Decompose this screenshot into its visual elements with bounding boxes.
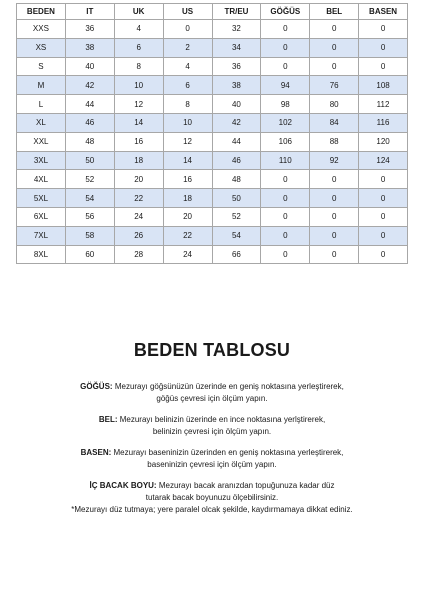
table-cell: 58 xyxy=(65,226,114,245)
table-cell: 0 xyxy=(310,245,359,264)
table-cell: 7XL xyxy=(17,226,66,245)
table-cell: 16 xyxy=(163,170,212,189)
table-cell: 6XL xyxy=(17,207,66,226)
table-cell: 56 xyxy=(65,207,114,226)
table-cell: 26 xyxy=(114,226,163,245)
table-cell: 42 xyxy=(65,76,114,95)
table-cell: 44 xyxy=(212,132,261,151)
table-cell: XL xyxy=(17,113,66,132)
table-cell: 8 xyxy=(114,57,163,76)
table-row xyxy=(17,57,408,76)
table-cell: 0 xyxy=(359,57,408,76)
table-cell: 22 xyxy=(163,226,212,245)
table-row xyxy=(17,95,408,114)
table-cell: 10 xyxy=(114,76,163,95)
table-cell: 76 xyxy=(310,76,359,95)
ic-bacak-label: İÇ BACAK BOYU: xyxy=(89,481,157,490)
gogus-label: GÖĞÜS: xyxy=(80,382,113,391)
guide-title: BEDEN TABLOSU xyxy=(133,340,291,360)
table-cell: 5XL xyxy=(17,189,66,208)
table-cell: 0 xyxy=(310,38,359,57)
table-cell: 4 xyxy=(114,20,163,39)
table-cell: 0 xyxy=(261,189,310,208)
gogus-line-1 xyxy=(0,381,424,393)
table-cell: 6 xyxy=(163,76,212,95)
table-cell: 0 xyxy=(359,170,408,189)
table-cell: 10 xyxy=(163,113,212,132)
table-cell: 48 xyxy=(65,132,114,151)
ic-bacak-line-1 xyxy=(0,480,424,492)
table-cell: 0 xyxy=(359,20,408,39)
table-row xyxy=(17,38,408,57)
table-cell: 0 xyxy=(359,207,408,226)
table-row xyxy=(17,76,408,95)
gogus-text-1: Mezurayı göğsünüzün üzerinde en geniş noktasına yerleştirerek, xyxy=(114,382,344,391)
table-cell: 4 xyxy=(163,57,212,76)
table-cell: 32 xyxy=(212,20,261,39)
table-cell: 24 xyxy=(114,207,163,226)
bel-text-2: belinizin çevresi için ölçüm yapın. xyxy=(152,427,272,436)
table-cell: 50 xyxy=(212,189,261,208)
table-cell: 24 xyxy=(163,245,212,264)
table-cell: 16 xyxy=(114,132,163,151)
table-row xyxy=(17,170,408,189)
table-cell: M xyxy=(17,76,66,95)
table-cell: 92 xyxy=(310,151,359,170)
table-cell: 0 xyxy=(163,20,212,39)
table-cell: 0 xyxy=(310,226,359,245)
table-row xyxy=(17,207,408,226)
table-cell: 66 xyxy=(212,245,261,264)
table-cell: 0 xyxy=(261,38,310,57)
column-header: US xyxy=(163,4,212,20)
measurement-note: *Mezurayı düz tutmaya; yere paralel olcak şekilde, kaydırmamaya dikkat ediniz. xyxy=(71,505,353,514)
table-cell: 52 xyxy=(65,170,114,189)
table-cell: 0 xyxy=(261,170,310,189)
table-cell: 0 xyxy=(359,38,408,57)
bel-label: BEL: xyxy=(98,415,118,424)
table-cell: 0 xyxy=(359,189,408,208)
table-cell: 50 xyxy=(65,151,114,170)
table-cell: 2 xyxy=(163,38,212,57)
table-row xyxy=(17,151,408,170)
table-cell: 36 xyxy=(65,20,114,39)
table-cell: 0 xyxy=(310,20,359,39)
table-cell: 0 xyxy=(261,207,310,226)
table-cell: 0 xyxy=(261,245,310,264)
table-cell: 80 xyxy=(310,95,359,114)
table-cell: 20 xyxy=(114,170,163,189)
table-cell: 124 xyxy=(359,151,408,170)
ic-bacak-text-2: tutarak bacak boyunuzu ölçebilirsiniz. xyxy=(145,493,279,502)
table-cell: 8 xyxy=(163,95,212,114)
column-header: BEDEN xyxy=(17,4,66,20)
table-cell: 0 xyxy=(261,226,310,245)
table-cell: 8XL xyxy=(17,245,66,264)
column-header: BASEN xyxy=(359,4,408,20)
table-cell: 36 xyxy=(212,57,261,76)
table-cell: 52 xyxy=(212,207,261,226)
table-cell: 112 xyxy=(359,95,408,114)
table-cell: 106 xyxy=(261,132,310,151)
table-row xyxy=(17,245,408,264)
measurement-guide xyxy=(0,338,424,516)
table-row xyxy=(17,20,408,39)
table-row xyxy=(17,132,408,151)
table-cell: 0 xyxy=(310,170,359,189)
table-cell: 0 xyxy=(310,189,359,208)
bel-line-1 xyxy=(0,414,424,426)
table-cell: 0 xyxy=(310,207,359,226)
table-cell: 38 xyxy=(65,38,114,57)
table-cell: 88 xyxy=(310,132,359,151)
table-cell: 3XL xyxy=(17,151,66,170)
table-cell: 40 xyxy=(65,57,114,76)
column-header: BEL xyxy=(310,4,359,20)
table-cell: XXS xyxy=(17,20,66,39)
table-cell: 18 xyxy=(114,151,163,170)
column-header: UK xyxy=(114,4,163,20)
column-header: IT xyxy=(65,4,114,20)
table-cell: 48 xyxy=(212,170,261,189)
bel-instruction xyxy=(0,414,424,438)
table-cell: 28 xyxy=(114,245,163,264)
table-row xyxy=(17,189,408,208)
table-cell: 14 xyxy=(114,113,163,132)
table-cell: 54 xyxy=(65,189,114,208)
table-cell: 116 xyxy=(359,113,408,132)
table-cell: XS xyxy=(17,38,66,57)
column-header: TR/EU xyxy=(212,4,261,20)
table-cell: 84 xyxy=(310,113,359,132)
table-cell: L xyxy=(17,95,66,114)
table-body xyxy=(17,20,408,264)
table-cell: XXL xyxy=(17,132,66,151)
column-header: GÖĞÜS xyxy=(261,4,310,20)
table-cell: 46 xyxy=(212,151,261,170)
table-cell: 0 xyxy=(310,57,359,76)
table-cell: 102 xyxy=(261,113,310,132)
bel-text-1: Mezurayı belinizin üzerinde en ince noktasına yerlştirerek, xyxy=(119,415,326,424)
table-cell: 94 xyxy=(261,76,310,95)
table-cell: 12 xyxy=(114,95,163,114)
gogus-text-2: göğüs çevresi için ölçüm yapın. xyxy=(156,394,268,403)
table-cell: 98 xyxy=(261,95,310,114)
table-cell: 0 xyxy=(261,20,310,39)
table-cell: 6 xyxy=(114,38,163,57)
table-cell: 20 xyxy=(163,207,212,226)
basen-text-1: Mezurayı baseninizin üzerinden en geniş noktasına yerleştirerek, xyxy=(113,448,344,457)
table-cell: 120 xyxy=(359,132,408,151)
size-table-container xyxy=(16,3,408,264)
table-cell: 54 xyxy=(212,226,261,245)
table-cell: 34 xyxy=(212,38,261,57)
table-cell: 4XL xyxy=(17,170,66,189)
table-cell: 18 xyxy=(163,189,212,208)
basen-line-1 xyxy=(0,447,424,459)
table-cell: 0 xyxy=(261,57,310,76)
gogus-instruction xyxy=(0,381,424,405)
table-header-row xyxy=(17,4,408,20)
table-row xyxy=(17,113,408,132)
ic-bacak-instruction xyxy=(0,480,424,504)
table-cell: S xyxy=(17,57,66,76)
table-cell: 108 xyxy=(359,76,408,95)
basen-text-2: baseninizin çevresi için ölçüm yapın. xyxy=(147,460,277,469)
table-cell: 60 xyxy=(65,245,114,264)
table-cell: 110 xyxy=(261,151,310,170)
basen-instruction xyxy=(0,447,424,471)
table-cell: 0 xyxy=(359,245,408,264)
table-cell: 46 xyxy=(65,113,114,132)
size-table xyxy=(16,3,408,264)
table-cell: 14 xyxy=(163,151,212,170)
table-cell: 22 xyxy=(114,189,163,208)
table-cell: 44 xyxy=(65,95,114,114)
table-cell: 40 xyxy=(212,95,261,114)
table-cell: 42 xyxy=(212,113,261,132)
ic-bacak-text-1: Mezurayı bacak aranızdan topuğunuza kadar düz xyxy=(158,481,335,490)
basen-label: BASEN: xyxy=(80,448,112,457)
table-cell: 38 xyxy=(212,76,261,95)
table-row xyxy=(17,226,408,245)
table-cell: 0 xyxy=(359,226,408,245)
table-cell: 12 xyxy=(163,132,212,151)
